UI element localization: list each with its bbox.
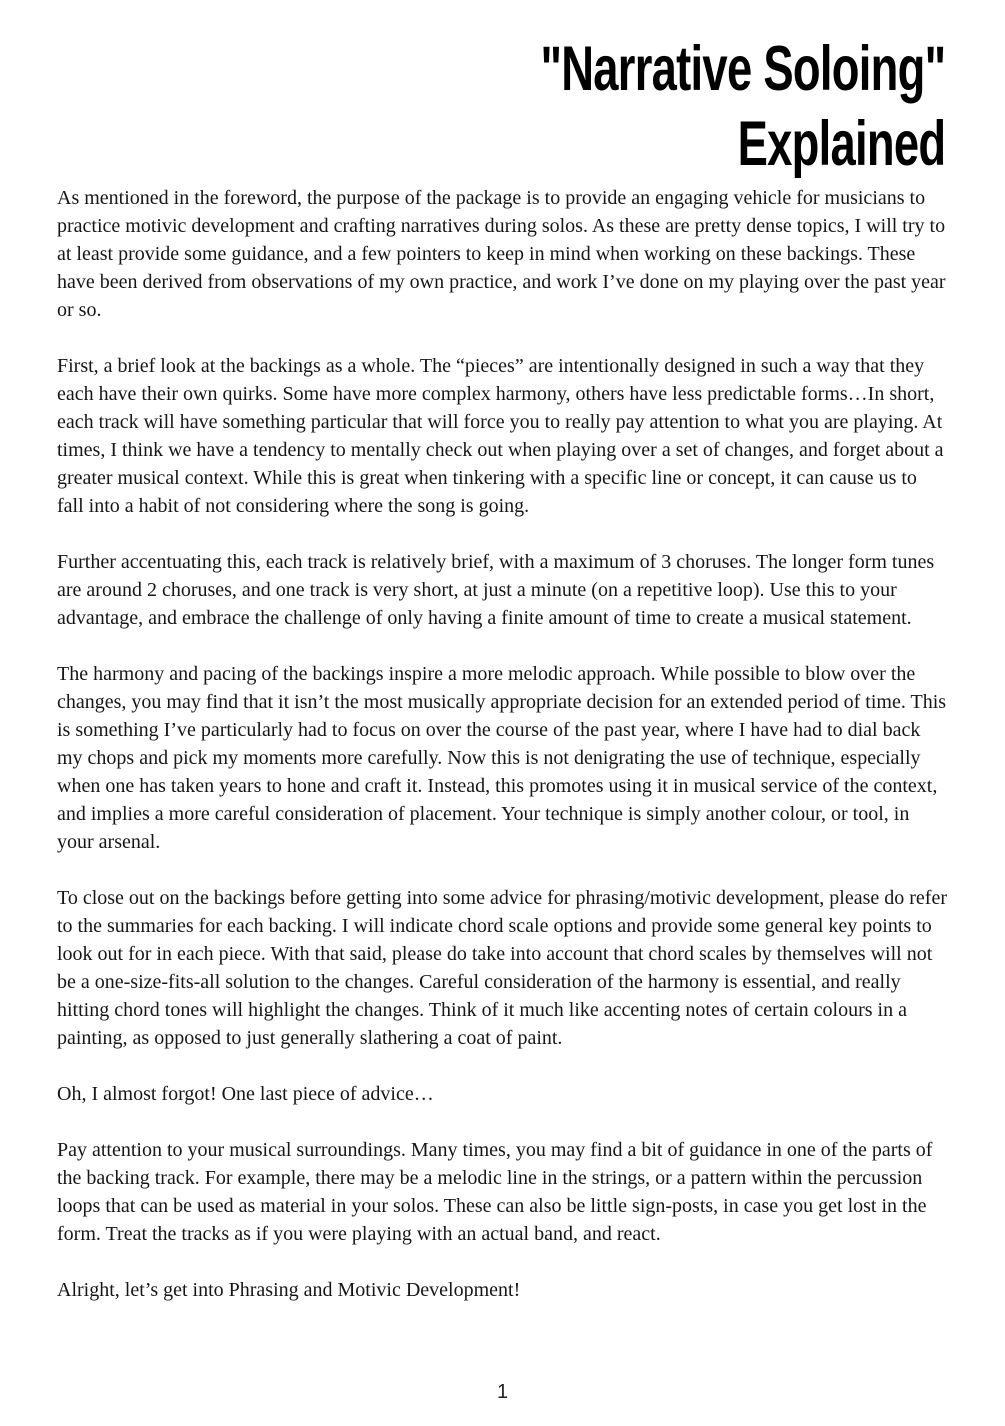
paragraph-closing: Alright, let’s get into Phrasing and Motivic Development! [57, 1279, 521, 1301]
paragraph-surroundings: Pay attention to your musical surroundings. Many times, you may find a bit of guidance in one of the parts of the backing track. For example, there may be a melodic line in the strings, or a pattern within the percussion loops that can be used as material in your solos. These can also be little sign-posts, in case you get lost in the form. Treat the tracks as if you were playing with an actual band, and react. [57, 1139, 933, 1245]
paragraph-track-length: Further accentuating this, each track is relatively brief, with a maximum of 3 choruses. The longer form tunes are around 2 choruses, and one track is very short, at just a minute (on a repetitive loop). Use this to your advantage, and embrace the challenge of only having a finite amount of time to create a musical statement. [57, 551, 935, 629]
title-line-2: Explained [737, 109, 945, 179]
paragraph-intro: As mentioned in the foreword, the purpose of the package is to provide an engaging vehicle for musicians to practice motivic development and crafting narratives during solos. As these are pretty dense topics, I will try to at least provide some guidance, and a few pointers to keep in mind when working on these backings. These have been derived from observations of my own practice, and work I’ve done on my playing over the past year or so. [57, 187, 946, 321]
paragraph-harmony-pacing: The harmony and pacing of the backings inspire a more melodic approach. While possible to blow over the changes, you may find that it isn’t the most musically appropriate decision for an extended period of time. This is something I’ve particularly had to focus on over the course of the past year, where I have had to dial back my chops and pick my moments more carefully. Now this is not denigrating the use of technique, especially when one has taken years to hone and craft it. Instead, this promotes using it in musical service of the context, and implies a more careful consideration of placement. Your technique is simply another colour, or tool, in your arsenal. [57, 663, 947, 853]
document-body [57, 184, 947, 1332]
paragraph-chord-scales: To close out on the backings before getting into some advice for phrasing/motivic development, please do refer to the summaries for each backing. I will indicate chord scale options and provide some general key points to look out for in each piece. With that said, please do take into account that chord scales by themselves will not be a one-size-fits-all solution to the changes. Careful consideration of the harmony is essential, and really hitting chord tones will highlight the changes. Think of it much like accenting notes of certain colours in a painting, as opposed to just generally slathering a coat of paint. [57, 887, 947, 1049]
page-title [383, 32, 945, 182]
title-line-1: "Narrative Soloing" [540, 34, 945, 104]
page-number: 1 [496, 1381, 509, 1403]
paragraph-last-advice-lead: Oh, I almost forgot! One last piece of advice… [57, 1083, 434, 1105]
paragraph-backings-overview: First, a brief look at the backings as a whole. The “pieces” are intentionally designed in such a way that they each have their own quirks. Some have more complex harmony, others have less predictable forms…In short, each track will have something particular that will force you to really pay attention to what you are playing. At times, I think we have a tendency to mentally check out when playing over a set of changes, and forget about a greater musical context. While this is great when tinkering with a specific line or concept, it can cause us to fall into a habit of not considering where the song is going. [57, 355, 944, 517]
